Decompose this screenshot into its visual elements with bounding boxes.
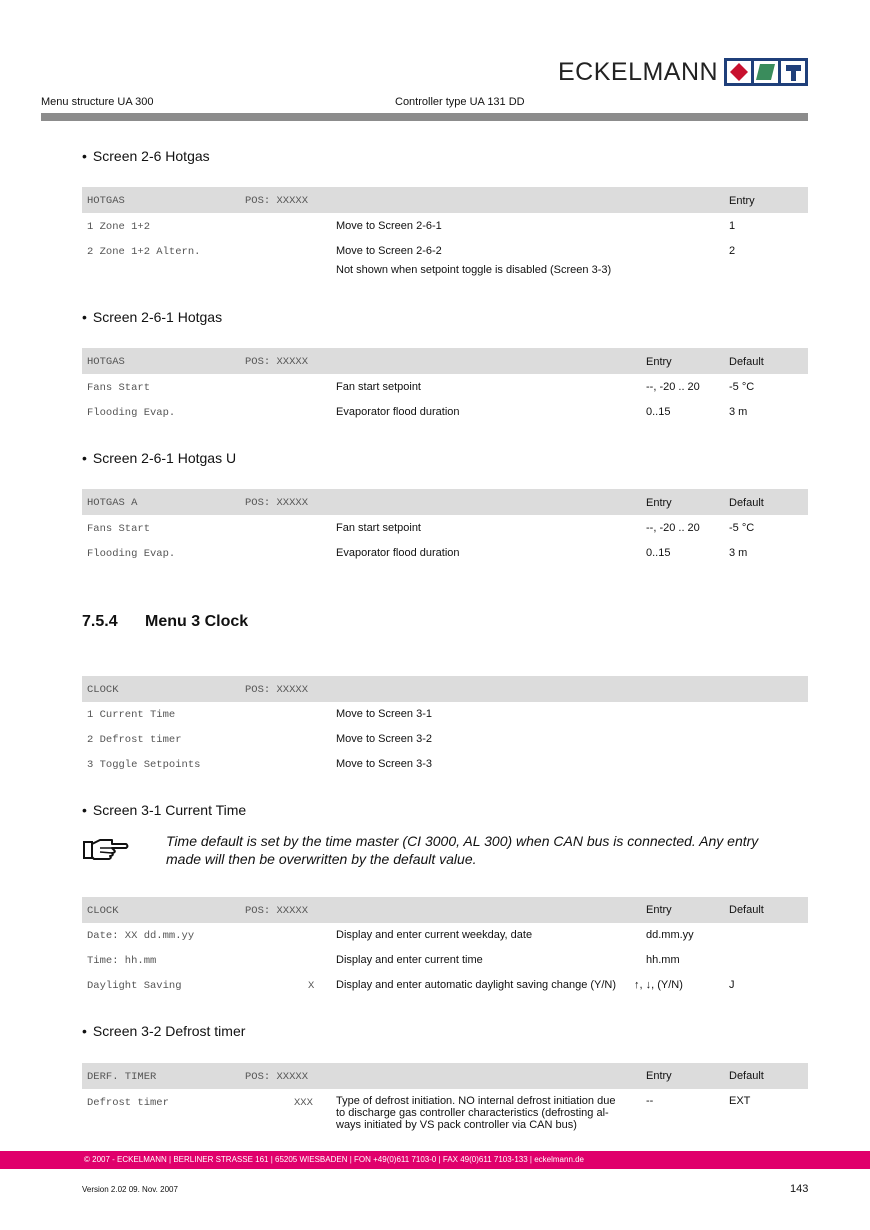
table-header-cell: POS: XXXXX bbox=[245, 684, 309, 696]
table-cell: EXT bbox=[729, 1095, 751, 1107]
table-cell: J bbox=[729, 979, 735, 991]
table-cell: ↑, ↓, (Y/N) bbox=[634, 979, 683, 991]
table-cell: Move to Screen 2-6-2 bbox=[336, 245, 442, 257]
section-title: Screen 2-6 Hotgas bbox=[92, 148, 210, 164]
table-cell: hh.mm bbox=[646, 954, 680, 966]
table-header-cell: Entry bbox=[646, 356, 672, 368]
table-header bbox=[82, 348, 808, 374]
table-cell: Flooding Evap. bbox=[87, 407, 176, 419]
table-header-cell: POS: XXXXX bbox=[245, 497, 309, 509]
table-cell: X bbox=[308, 980, 315, 992]
table-cell: 3 m bbox=[729, 406, 748, 418]
table-cell: Move to Screen 2-6-1 bbox=[336, 220, 442, 232]
table-cell: Flooding Evap. bbox=[87, 548, 176, 560]
table-cell: Fans Start bbox=[87, 523, 151, 535]
section-title: Screen 2-6-1 Hotgas U bbox=[92, 450, 237, 466]
section-bullet: • Screen 2-6-1 Hotgas U bbox=[82, 450, 237, 466]
table-cell: 3 Toggle Setpoints bbox=[87, 759, 201, 771]
info-note bbox=[166, 832, 806, 868]
table-header-cell: CLOCK bbox=[87, 905, 119, 917]
table-cell: 2 bbox=[729, 245, 736, 257]
table-header-cell: DERF. TIMER bbox=[87, 1071, 157, 1083]
description-line: Type of defrost initiation. NO internal defrost initiation due bbox=[336, 1095, 616, 1107]
table-cell: Evaporator flood duration bbox=[336, 547, 460, 559]
header-divider bbox=[41, 113, 808, 121]
note-line: made will then be overwritten by the default value. bbox=[166, 851, 477, 867]
table-header-cell: Entry bbox=[646, 497, 672, 509]
table-cell: Date: XX dd.mm.yy bbox=[87, 930, 195, 942]
table-cell: Daylight Saving bbox=[87, 980, 182, 992]
table-cell: Move to Screen 3-2 bbox=[336, 733, 432, 745]
table-cell: Defrost timer bbox=[87, 1097, 169, 1109]
table-cell: --, -20 .. 20 bbox=[646, 522, 700, 534]
table-header bbox=[82, 897, 808, 923]
eckelmann-logo-icon bbox=[724, 58, 808, 86]
table-cell: 1 bbox=[729, 220, 736, 232]
header-left: Menu structure UA 300 bbox=[41, 96, 154, 108]
section-bullet: • Screen 3-1 Current Time bbox=[82, 802, 247, 818]
table-header-cell: Entry bbox=[646, 904, 672, 916]
section-title: Screen 3-2 Defrost timer bbox=[92, 1023, 246, 1039]
table-header bbox=[82, 187, 808, 213]
table-cell: -5 °C bbox=[729, 381, 755, 393]
table-cell: Fan start setpoint bbox=[336, 381, 421, 393]
section-title: Screen 2-6-1 Hotgas bbox=[92, 309, 223, 325]
footer-address: © 2007 - ECKELMANN | BERLINER STRASSE 161 | 65205 WIESBADEN | FON +49(0)611 7103-0 | FAX 49(0)611 7103-133 | eckelmann.de bbox=[84, 1155, 585, 1164]
table-cell: --, -20 .. 20 bbox=[646, 381, 700, 393]
table-header-cell: Default bbox=[729, 497, 764, 509]
table-cell: Display and enter current time bbox=[336, 954, 483, 966]
table-cell: dd.mm.yy bbox=[646, 929, 694, 941]
table-cell: 0..15 bbox=[646, 547, 671, 559]
section-heading: Menu 3 Clock bbox=[145, 613, 249, 630]
table-cell: Not shown when setpoint toggle is disabled (Screen 3-3) bbox=[336, 264, 612, 276]
table-header-cell: HOTGAS bbox=[87, 356, 125, 368]
description-line: to discharge gas controller characteristics (defrosting al- bbox=[336, 1107, 609, 1119]
table-cell: Time: hh.mm bbox=[87, 955, 157, 967]
table-cell: 1 Current Time bbox=[87, 709, 176, 721]
table-cell: Move to Screen 3-3 bbox=[336, 758, 432, 770]
table-header-cell: CLOCK bbox=[87, 684, 119, 696]
company-logo-text: ECKELMANN bbox=[558, 58, 719, 86]
table-cell: Fans Start bbox=[87, 382, 151, 394]
section-title: Screen 3-1 Current Time bbox=[92, 802, 247, 818]
section-bullet: • Screen 2-6 Hotgas bbox=[82, 148, 210, 164]
table-header-cell: Entry bbox=[646, 1070, 672, 1082]
table-header-cell: HOTGAS A bbox=[87, 497, 138, 509]
page-number: 143 bbox=[790, 1183, 809, 1195]
table-header-cell: Default bbox=[729, 904, 764, 916]
table-cell: Fan start setpoint bbox=[336, 522, 421, 534]
table-cell: 3 m bbox=[729, 547, 748, 559]
table-header-cell: Default bbox=[729, 356, 764, 368]
table-header-cell: Entry bbox=[729, 195, 755, 207]
table-header-cell: POS: XXXXX bbox=[245, 356, 309, 368]
table-cell: 1 Zone 1+2 bbox=[87, 221, 151, 233]
table-cell-description bbox=[336, 1095, 636, 1131]
table-cell: Display and enter automatic daylight saving change (Y/N) bbox=[336, 979, 617, 991]
table-header-cell: POS: XXXXX bbox=[245, 1071, 309, 1083]
table-cell: 0..15 bbox=[646, 406, 671, 418]
table-cell: Display and enter current weekday, date bbox=[336, 929, 533, 941]
footer-version: Version 2.02 09. Nov. 2007 bbox=[82, 1185, 178, 1194]
table-cell: 2 Defrost timer bbox=[87, 734, 182, 746]
section-number: 7.5.4 bbox=[82, 613, 118, 630]
header-center: Controller type UA 131 DD bbox=[395, 96, 525, 108]
note-line: Time default is set by the time master (CI 3000, AL 300) when CAN bus is connected. Any entry bbox=[166, 833, 759, 849]
table-header-cell: POS: XXXXX bbox=[245, 195, 309, 207]
section-bullet: • Screen 3-2 Defrost timer bbox=[82, 1023, 246, 1039]
table-cell: XXX bbox=[294, 1097, 313, 1109]
table-header bbox=[82, 1063, 808, 1089]
table-header bbox=[82, 676, 808, 702]
table-header-cell: Default bbox=[729, 1070, 764, 1082]
table-header bbox=[82, 489, 808, 515]
table-header-cell: HOTGAS bbox=[87, 195, 125, 207]
table-cell: Evaporator flood duration bbox=[336, 406, 460, 418]
table-header-cell: POS: XXXXX bbox=[245, 905, 309, 917]
table-cell: Move to Screen 3-1 bbox=[336, 708, 432, 720]
pointing-hand-icon bbox=[82, 836, 130, 862]
table-cell: -- bbox=[646, 1095, 654, 1107]
description-line: ways initiated by VS pack controller via CAN bus) bbox=[336, 1119, 577, 1131]
table-cell: -5 °C bbox=[729, 522, 755, 534]
section-bullet: • Screen 2-6-1 Hotgas bbox=[82, 309, 223, 325]
table-cell: 2 Zone 1+2 Altern. bbox=[87, 246, 201, 258]
